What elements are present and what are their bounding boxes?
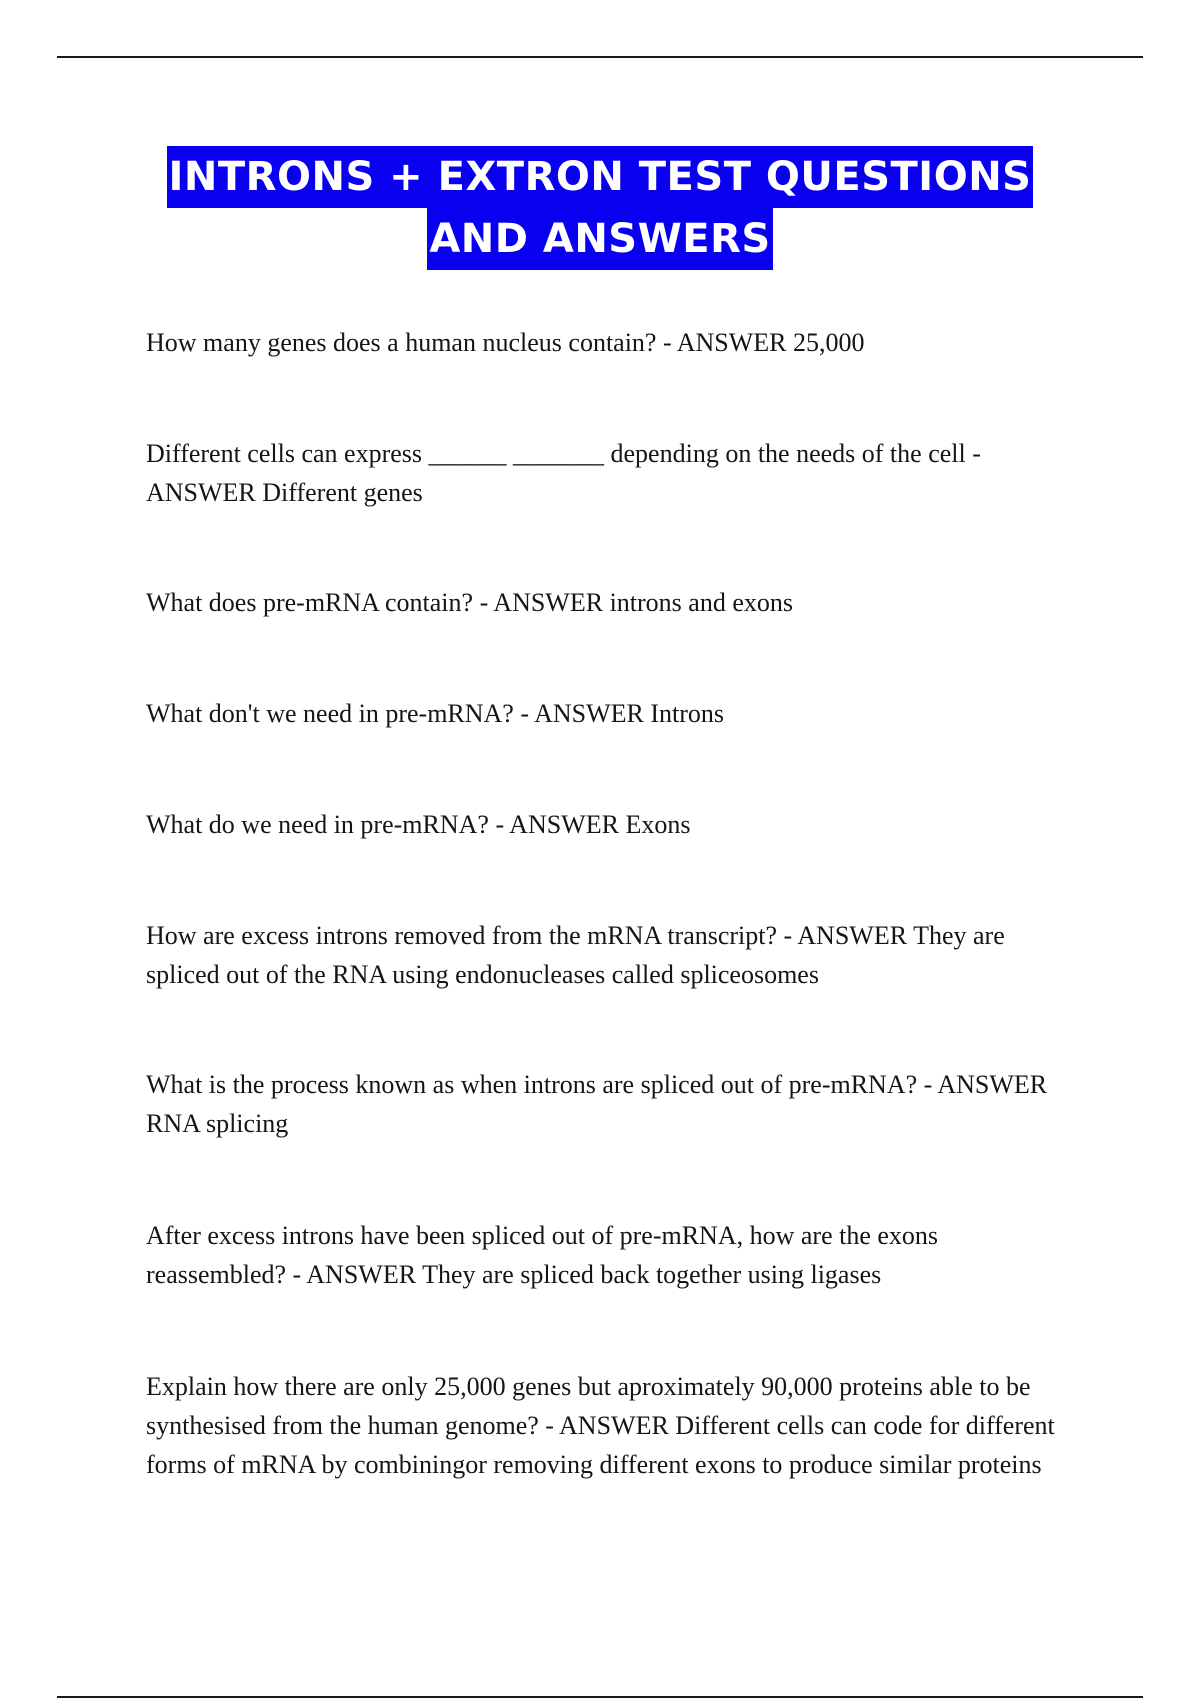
qa-item-7: What is the process known as when introns are spliced out of pre-mRNA? - ANSWER RNA splicing bbox=[146, 1070, 1048, 1138]
qa-item-8: After excess introns have been spliced out of pre-mRNA, how are the exons reassembled? - ANSWER They are spliced back together using ligases bbox=[146, 1221, 939, 1289]
qa-item-3: What does pre-mRNA contain? - ANSWER introns and exons bbox=[146, 588, 793, 617]
qa-item-4: What don't we need in pre-mRNA? - ANSWER Introns bbox=[146, 699, 725, 728]
qa-item-6: How are excess introns removed from the mRNA transcript? - ANSWER They are spliced out of the RNA using endonucleases called spliceosomes bbox=[146, 921, 1005, 989]
qa-item-9: Explain how there are only 25,000 genes but aproximately 90,000 proteins able to be synthesised from the human genome? - ANSWER Different cells can code for different forms of mRNA by combiningor removing different exons to produce similar proteins bbox=[146, 1372, 1055, 1479]
qa-item-2: Different cells can express ______ _______ depending on the needs of the cell - ANSWER Different genes bbox=[146, 439, 981, 507]
title-line-2: AND ANSWERS bbox=[427, 208, 772, 270]
title-line-1: INTRONS + EXTRON TEST QUESTIONS bbox=[167, 146, 1034, 208]
qa-item-1: How many genes does a human nucleus contain? - ANSWER 25,000 bbox=[146, 328, 865, 357]
qa-item-5: What do we need in pre-mRNA? - ANSWER Exons bbox=[146, 810, 691, 839]
footer-rule bbox=[57, 1696, 1143, 1698]
header-rule bbox=[57, 56, 1143, 58]
document-title bbox=[0, 146, 1200, 270]
